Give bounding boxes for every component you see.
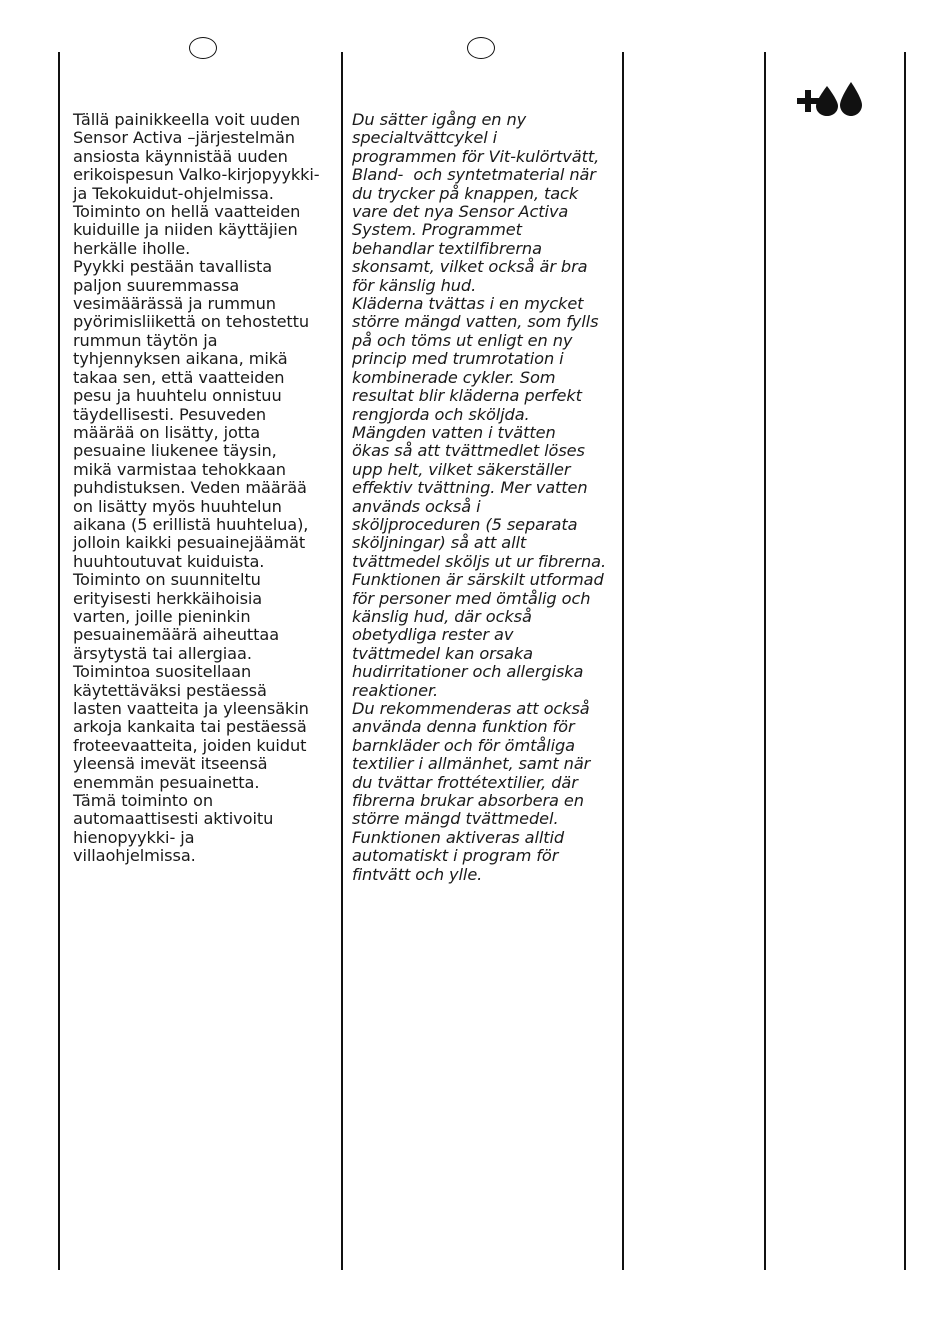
- text-line: skonsamt, vilket också är bra: [352, 257, 588, 277]
- text-line: sköljningar) så att allt: [352, 533, 527, 553]
- text-line: används också i: [352, 496, 481, 516]
- finnish-text-column: [73, 111, 335, 866]
- text-line: specialtvättcykel i: [352, 128, 498, 148]
- text-line: Toiminto on suunniteltu: [73, 570, 261, 590]
- text-line: automatiskt i program för: [352, 846, 559, 866]
- text-line: hudirritationer och allergiska: [352, 662, 584, 682]
- text-line: barnkläder och för ömtåliga: [352, 735, 575, 755]
- text-line: Du sätter igång en ny: [352, 110, 527, 129]
- text-line: ansiosta käynnistää uuden: [73, 146, 288, 166]
- text-line: huuhtoutuvat kuiduista.: [73, 551, 265, 571]
- text-line: känslig hud, där också: [352, 606, 532, 626]
- text-line: vare det nya Sensor Activa: [352, 202, 569, 222]
- text-line: paljon suuremmassa: [73, 275, 240, 295]
- text-line: mikä varmistaa tehokkaan: [73, 459, 286, 479]
- text-line: för känslig hud.: [352, 275, 477, 295]
- text-line: reaktioner.: [352, 680, 439, 700]
- text-line: fibrerna brukar absorbera en: [352, 791, 584, 811]
- text-line: obetydliga rester av: [352, 625, 514, 645]
- text-line: textilier i allmänhet, samt när: [352, 754, 591, 774]
- text-line: froteevaatteita, joiden kuidut: [73, 735, 307, 755]
- text-line: Du rekommenderas att också: [352, 699, 590, 718]
- text-line: varten, joille pieninkin: [73, 606, 251, 626]
- text-line: fintvätt och ylle.: [352, 864, 483, 884]
- text-line: hienopyykki- ja: [73, 827, 195, 847]
- text-line: Sensor Activa –järjestelmän: [73, 128, 295, 148]
- text-line: arkoja kankaita tai pestäessä: [73, 717, 307, 737]
- text-line: puhdistuksen. Veden määrää: [73, 478, 307, 498]
- text-line: lasten vaatteita ja yleensäkin: [73, 699, 309, 718]
- text-line: tvättmedel kan orsaka: [352, 643, 533, 663]
- text-line: för personer med ömtålig och: [352, 588, 591, 608]
- text-line: sköljproceduren (5 separata: [352, 514, 578, 534]
- text-line: Tällä painikkeella voit uuden: [73, 110, 301, 129]
- text-line: Mängden vatten i tvätten: [352, 422, 556, 442]
- text-line: Tämä toiminto on: [73, 791, 213, 811]
- text-line: ärsytystä tai allergiaa.: [73, 643, 252, 663]
- text-line: du tvättar frottétextilier, där: [352, 772, 578, 792]
- text-line: enemmän pesuainetta.: [73, 772, 260, 792]
- text-line: använda denna funktion för: [352, 717, 575, 737]
- text-line: större mängd tvättmedel.: [352, 809, 559, 829]
- language-circle-icon: [467, 37, 495, 59]
- text-line: jolloin kaikki pesuainejäämät: [73, 533, 306, 553]
- text-line: automaattisesti aktivoitu: [73, 809, 274, 829]
- text-line: Kläderna tvättas i en mycket: [352, 294, 584, 314]
- text-line: pyörimisliikettä on tehostettu: [73, 312, 310, 332]
- text-line: kombinerade cykler. Som: [352, 367, 556, 387]
- text-line: ja Tekokuidut-ohjelmissa.: [73, 183, 274, 203]
- column-divider-icon: [764, 52, 766, 1270]
- text-line: herkälle iholle.: [73, 238, 191, 258]
- plus-water-drops-icon: [797, 78, 867, 118]
- text-line: programmen för Vit-kulörtvätt,: [352, 146, 600, 166]
- text-line: tyhjennyksen aikana, mikä: [73, 349, 288, 369]
- text-line: erityisesti herkkäihoisia: [73, 588, 263, 608]
- text-line: resultat blir kläderna perfekt: [352, 386, 582, 406]
- text-line: Funktionen aktiveras alltid: [352, 827, 565, 847]
- language-circle-icon: [189, 37, 217, 59]
- text-line: ökas så att tvättmedlet löses: [352, 441, 585, 461]
- text-line: vesimäärässä ja rummun: [73, 294, 276, 314]
- text-line: tvättmedel sköljs ut ur fibrerna.: [352, 551, 607, 571]
- text-line: käytettäväksi pestäessä: [73, 680, 267, 700]
- text-line: Toiminto on hellä vaatteiden: [73, 202, 301, 222]
- text-line: villaohjelmissa.: [73, 846, 196, 866]
- column-divider-sv-empty: [622, 52, 624, 1270]
- text-line: behandlar textilfibrerna: [352, 238, 542, 258]
- text-line: Pyykki pestään tavallista: [73, 257, 273, 277]
- text-line: större mängd vatten, som fylls: [352, 312, 599, 332]
- text-line: erikoispesun Valko-kirjopyykki-: [73, 165, 320, 185]
- text-line: rummun täytön ja: [73, 330, 218, 350]
- text-line: du trycker på knappen, tack: [352, 183, 579, 203]
- column-divider-fi-sv: [341, 52, 343, 1270]
- text-line: määrää on lisätty, jotta: [73, 422, 261, 442]
- text-line: aikana (5 erillistä huuhtelua),: [73, 514, 309, 534]
- text-line: Funktionen är särskilt utformad: [352, 570, 604, 590]
- text-line: yleensä imevät itseensä: [73, 754, 268, 774]
- text-line: på och töms ut enligt en ny: [352, 330, 573, 350]
- text-line: princip med trumrotation i: [352, 349, 564, 369]
- text-line: rengjorda och sköljda.: [352, 404, 530, 424]
- text-line: takaa sen, että vaatteiden: [73, 367, 285, 387]
- text-line: effektiv tvättning. Mer vatten: [352, 478, 588, 498]
- column-divider-left: [58, 52, 60, 1270]
- text-line: pesuainemäärä aiheuttaa: [73, 625, 280, 645]
- text-line: Bland- och syntetmaterial när: [352, 165, 596, 185]
- text-line: on lisätty myös huuhtelun: [73, 496, 282, 516]
- column-divider-right: [904, 52, 906, 1270]
- text-line: Toimintoa suositellaan: [73, 662, 252, 682]
- text-line: kuiduille ja niiden käyttäjien: [73, 220, 298, 240]
- text-line: täydellisesti. Pesuveden: [73, 404, 267, 424]
- text-line: pesuaine liukenee täysin,: [73, 441, 277, 461]
- swedish-text-column: [352, 111, 614, 884]
- text-line: System. Programmet: [352, 220, 522, 240]
- text-line: pesu ja huuhtelu onnistuu: [73, 386, 282, 406]
- text-line: upp helt, vilket säkerställer: [352, 459, 571, 479]
